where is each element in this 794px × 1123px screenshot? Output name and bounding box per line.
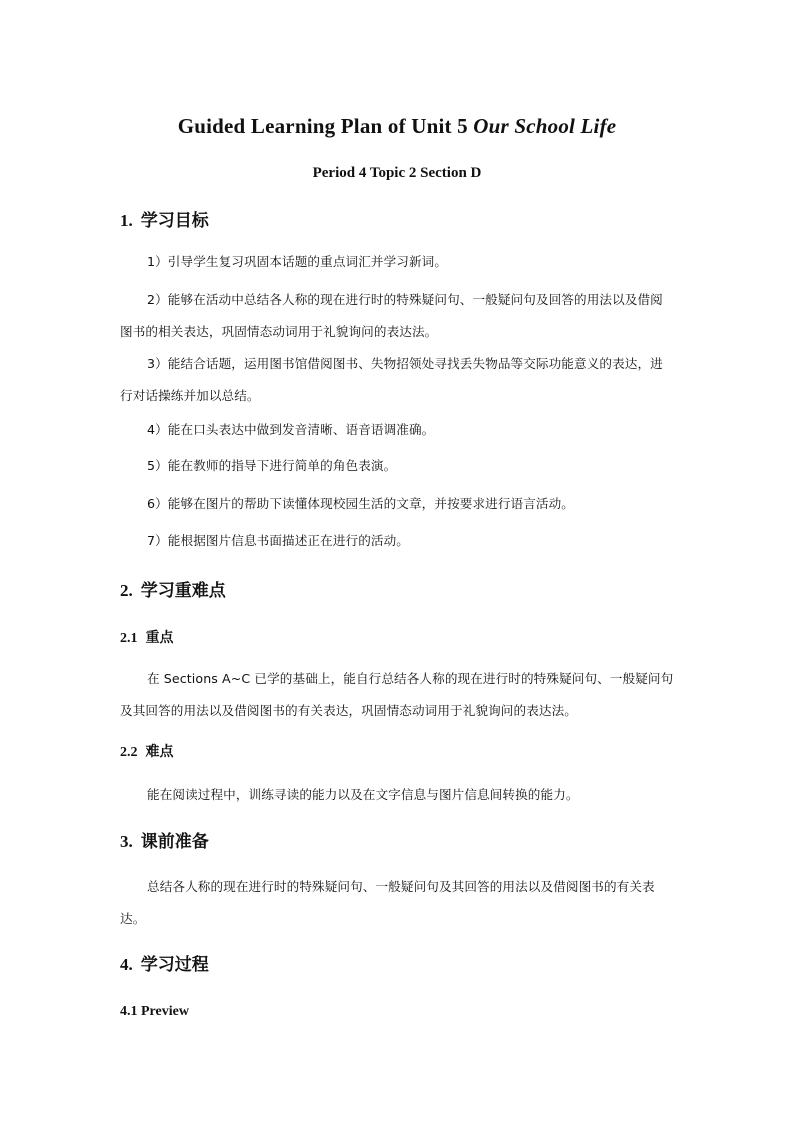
- objective-item-6: 6）能够在图片的帮助下读懂体现校园生活的文章，并按要求进行语言活动。: [147, 496, 575, 511]
- subsection-heading-2-2: [120, 742, 174, 763]
- objective-item-4: 4）能在口头表达中做到发音清晰、语音语调准确。: [147, 422, 435, 437]
- key-points-text: 在 Sections A~C 已学的基础上，能自行总结各人称的现在进行时的特殊疑问句、一般疑问句及其回答的用法以及借阅图书的有关表达，巩固情态动词用于礼貌询问的表达法。: [120, 671, 674, 718]
- section-label: 学习重难点: [140, 581, 226, 601]
- title-italic: Our School Life: [473, 114, 617, 138]
- subsection-number: 2.1: [120, 631, 138, 646]
- section-number: 4.: [120, 955, 133, 974]
- section-number: 3.: [120, 832, 133, 851]
- section-heading-1: [120, 210, 209, 232]
- section-label: 学习目标: [140, 211, 209, 231]
- section-label: 课前准备: [140, 832, 209, 852]
- subsection-label: 难点: [145, 744, 174, 760]
- subsection-heading-2-1: [120, 628, 174, 649]
- subsection-label: 重点: [145, 630, 174, 646]
- preparation-text: 总结各人称的现在进行时的特殊疑问句、一般疑问句及其回答的用法以及借阅图书的有关表达。: [120, 879, 655, 926]
- section-heading-2: [120, 580, 226, 602]
- subsection-number: 2.2: [120, 745, 138, 760]
- objective-item-1: 1）引导学生复习巩固本话题的重点词汇并学习新词。: [147, 254, 448, 269]
- objective-item-7: 7）能根据图片信息书面描述正在进行的活动。: [147, 533, 409, 548]
- objective-item-3: 3）能结合话题，运用图书馆借阅图书、失物招领处寻找丢失物品等交际功能意义的表达，进行对话操练并加以总结。: [120, 356, 663, 403]
- section-heading-3: [120, 831, 209, 853]
- document-subtitle: Period 4 Topic 2 Section D: [312, 165, 482, 181]
- section-heading-4: [120, 954, 209, 976]
- objective-item-2: 2）能够在活动中总结各人称的现在进行时的特殊疑问句、一般疑问句及回答的用法以及借阅图书的相关表达，巩固情态动词用于礼貌询问的表达法。: [120, 292, 663, 339]
- difficulties-text: 能在阅读过程中，训练寻读的能力以及在文字信息与图片信息间转换的能力。: [147, 787, 579, 802]
- section-label: 学习过程: [140, 955, 209, 975]
- objective-item-5: 5）能在教师的指导下进行简单的角色表演。: [147, 458, 397, 473]
- title-main: Guided Learning Plan of Unit 5: [177, 114, 474, 138]
- section-number: 1.: [120, 211, 133, 230]
- document-title: [0, 114, 794, 139]
- subsection-heading-4-1: 4.1 Preview: [120, 1004, 189, 1019]
- section-number: 2.: [120, 581, 133, 600]
